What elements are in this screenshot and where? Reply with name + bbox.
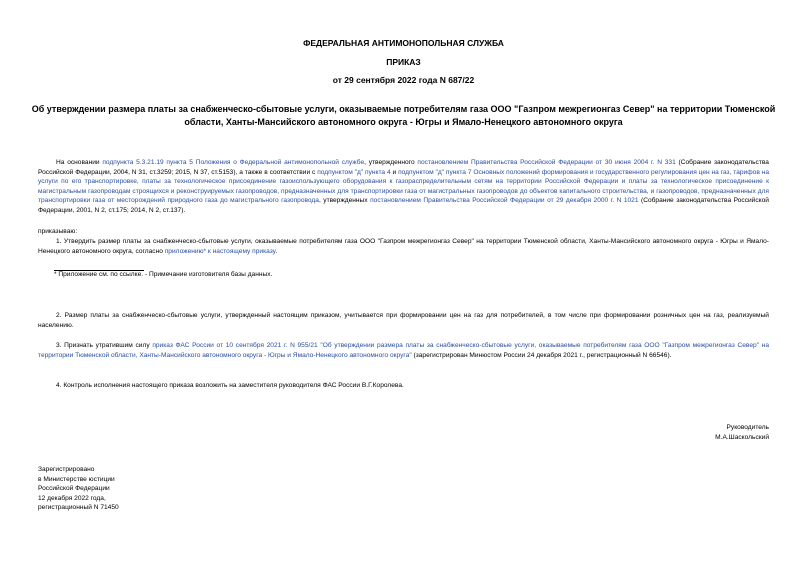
item-4-paragraph: 4. Контроль исполнения настоящего приказа возложить на заместителя руководителя ФАС России В.Г.Королева. — [56, 382, 404, 389]
footnote-text: * Приложение см. по ссылке. - Примечание изготовителя базы данных. — [54, 271, 273, 278]
document-date-number: от 29 сентября 2022 года N 687/22 — [332, 75, 475, 85]
link-subpoint-d-point-4[interactable]: подпунктом "д" пункта 4 — [317, 168, 391, 176]
registration-line: 12 декабря 2022 года, — [38, 494, 106, 502]
registration-line: Российской Федерации — [38, 485, 110, 492]
agency-name: ФЕДЕРАЛЬНАЯ АНТИМОНОПОЛЬНАЯ СЛУЖБА — [303, 38, 504, 48]
signature-block — [569, 423, 769, 442]
preamble-paragraph: На основании подпункта 5.3.21.19 пункта 5 Положения о Федеральной антимонопольной службе, утвержденного постановлением Правительства Российской Федерации от 30 июня 2004 г. N 331 (Собрание законодательства Российской Федерации, 2004, N 31, ст.3259; 2015, N 37, ст.5153), а также в соответствии с подпунктом "д" пункта 4 и подпунктом "д" пункта 7 Основных положений формирования и государственного регулирования цен на газ, тарифов на услуги по его транспортировке, платы за технологическое присоединение газоиспользующего оборудования к газораспределительным сетям на территории Российской Федерации и платы за технологическое присоединение к магистральным газопроводам строящихся и реконструируемых газопроводов, предназначенных для транспортировки газа от магистральных газопроводов до объектов капитального строительства, и газопроводов, предназначенных для транспортировки газа от месторождений природного газа до магистрального газопровода, утвержденных постановлением Правительства Российской Федерации от 29 декабря 2000 г. N 1021 (Собрание законодательства Российской Федерации, 2001, N 2, ст.175; 2014, N 2, ст.137). — [38, 159, 770, 214]
signature-role: Руководитель — [726, 424, 769, 431]
document-title: Об утверждении размера платы за снабженческо-сбытовые услуги, оказываемые потребителям газа ООО "Газпром межрегионгаз Север" на территории Тюменской области, Ханты-Мансийского автономного округа - Югры и Ямало-Ненецкого автономного округа — [31, 104, 776, 127]
link-fas-regulation[interactable]: подпункта 5.3.21.19 пункта 5 Положения о Федеральной антимонопольной службе — [102, 159, 365, 166]
item-1-paragraph: 1. Утвердить размер платы за снабженческо-сбытовые услуги, оказываемые потребителям газа ООО "Газпром межрегионгаз Север" на территории Тюменской области, Ханты-Мансийского автономного округа - Югры и Ямало-Ненецкого автономного округа, согласно приложению* к настоящему приказу. — [38, 238, 769, 255]
registration-block — [38, 465, 278, 513]
registration-line: в Министерстве юстиции — [38, 475, 115, 483]
link-government-decree-331[interactable]: постановлением Правительства Российской Федерации от 30 июня 2004 г. N 331 — [417, 159, 676, 166]
link-fas-order-955-21[interactable]: приказ ФАС России от 10 сентября 2021 г. N 955/21 "Об утверждении размера платы за снабженческо-сбытовые услуги, оказываемые потребителям газа ООО "Газпром межрегионгаз Север" на территории Тюменской области, Ханты-Мансийского автономного округа - Югры и Ямало-Ненецкого автономного округа" — [38, 342, 769, 359]
link-appendix[interactable]: приложению* к настоящему приказу — [164, 247, 276, 255]
link-government-decree-1021[interactable]: постановлением Правительства Российской Федерации от 29 декабря 2000 г. N 1021 — [370, 197, 639, 204]
document-type: ПРИКАЗ — [386, 57, 421, 67]
item-3-paragraph: 3. Признать утратившим силу приказ ФАС России от 10 сентября 2021 г. N 955/21 "Об утверждении размера платы за снабженческо-сбытовые услуги, оказываемые потребителям газа ООО "Газпром межрегионгаз Север" на территории Тюменской области, Ханты-Мансийского автономного округа - Югры и Ямало-Ненецкого автономного округа" (зарегистрирован Минюстом России 24 декабря 2021 г., регистрационный N 66546). — [38, 342, 769, 359]
link-main-provisions[interactable]: подпунктом "д" пункта 7 Основных положений формирования и государственного регулирования цен на газ, тарифов на услуги по его транспортировке, платы за технологическое присоединение газоиспользующего оборудования к газораспределительным сетям на территории Российской Федерации и платы за технологическое присоединение к магистральным газопроводам строящихся и реконструируемых газопроводов, предназначенных для транспортировки газа от магистральных газопроводов до объектов капитального строительства, и газопроводов, предназначенных для транспортировки газа от месторождений природного газа до магистрального газопровода — [38, 168, 770, 204]
order-word: приказываю: — [38, 228, 78, 235]
registration-line: Зарегистрировано — [38, 466, 95, 473]
registration-line: регистрационный N 71450 — [38, 504, 119, 511]
item-2-paragraph: 2. Размер платы за снабженческо-сбытовые услуги, утвержденный настоящим приказом, учитывается при формировании цен на газ для потребителей, в том числе при формировании розничных цен на газ, реализуемый населению. — [38, 312, 769, 329]
signature-name: М.А.Шаскольский — [715, 433, 769, 441]
